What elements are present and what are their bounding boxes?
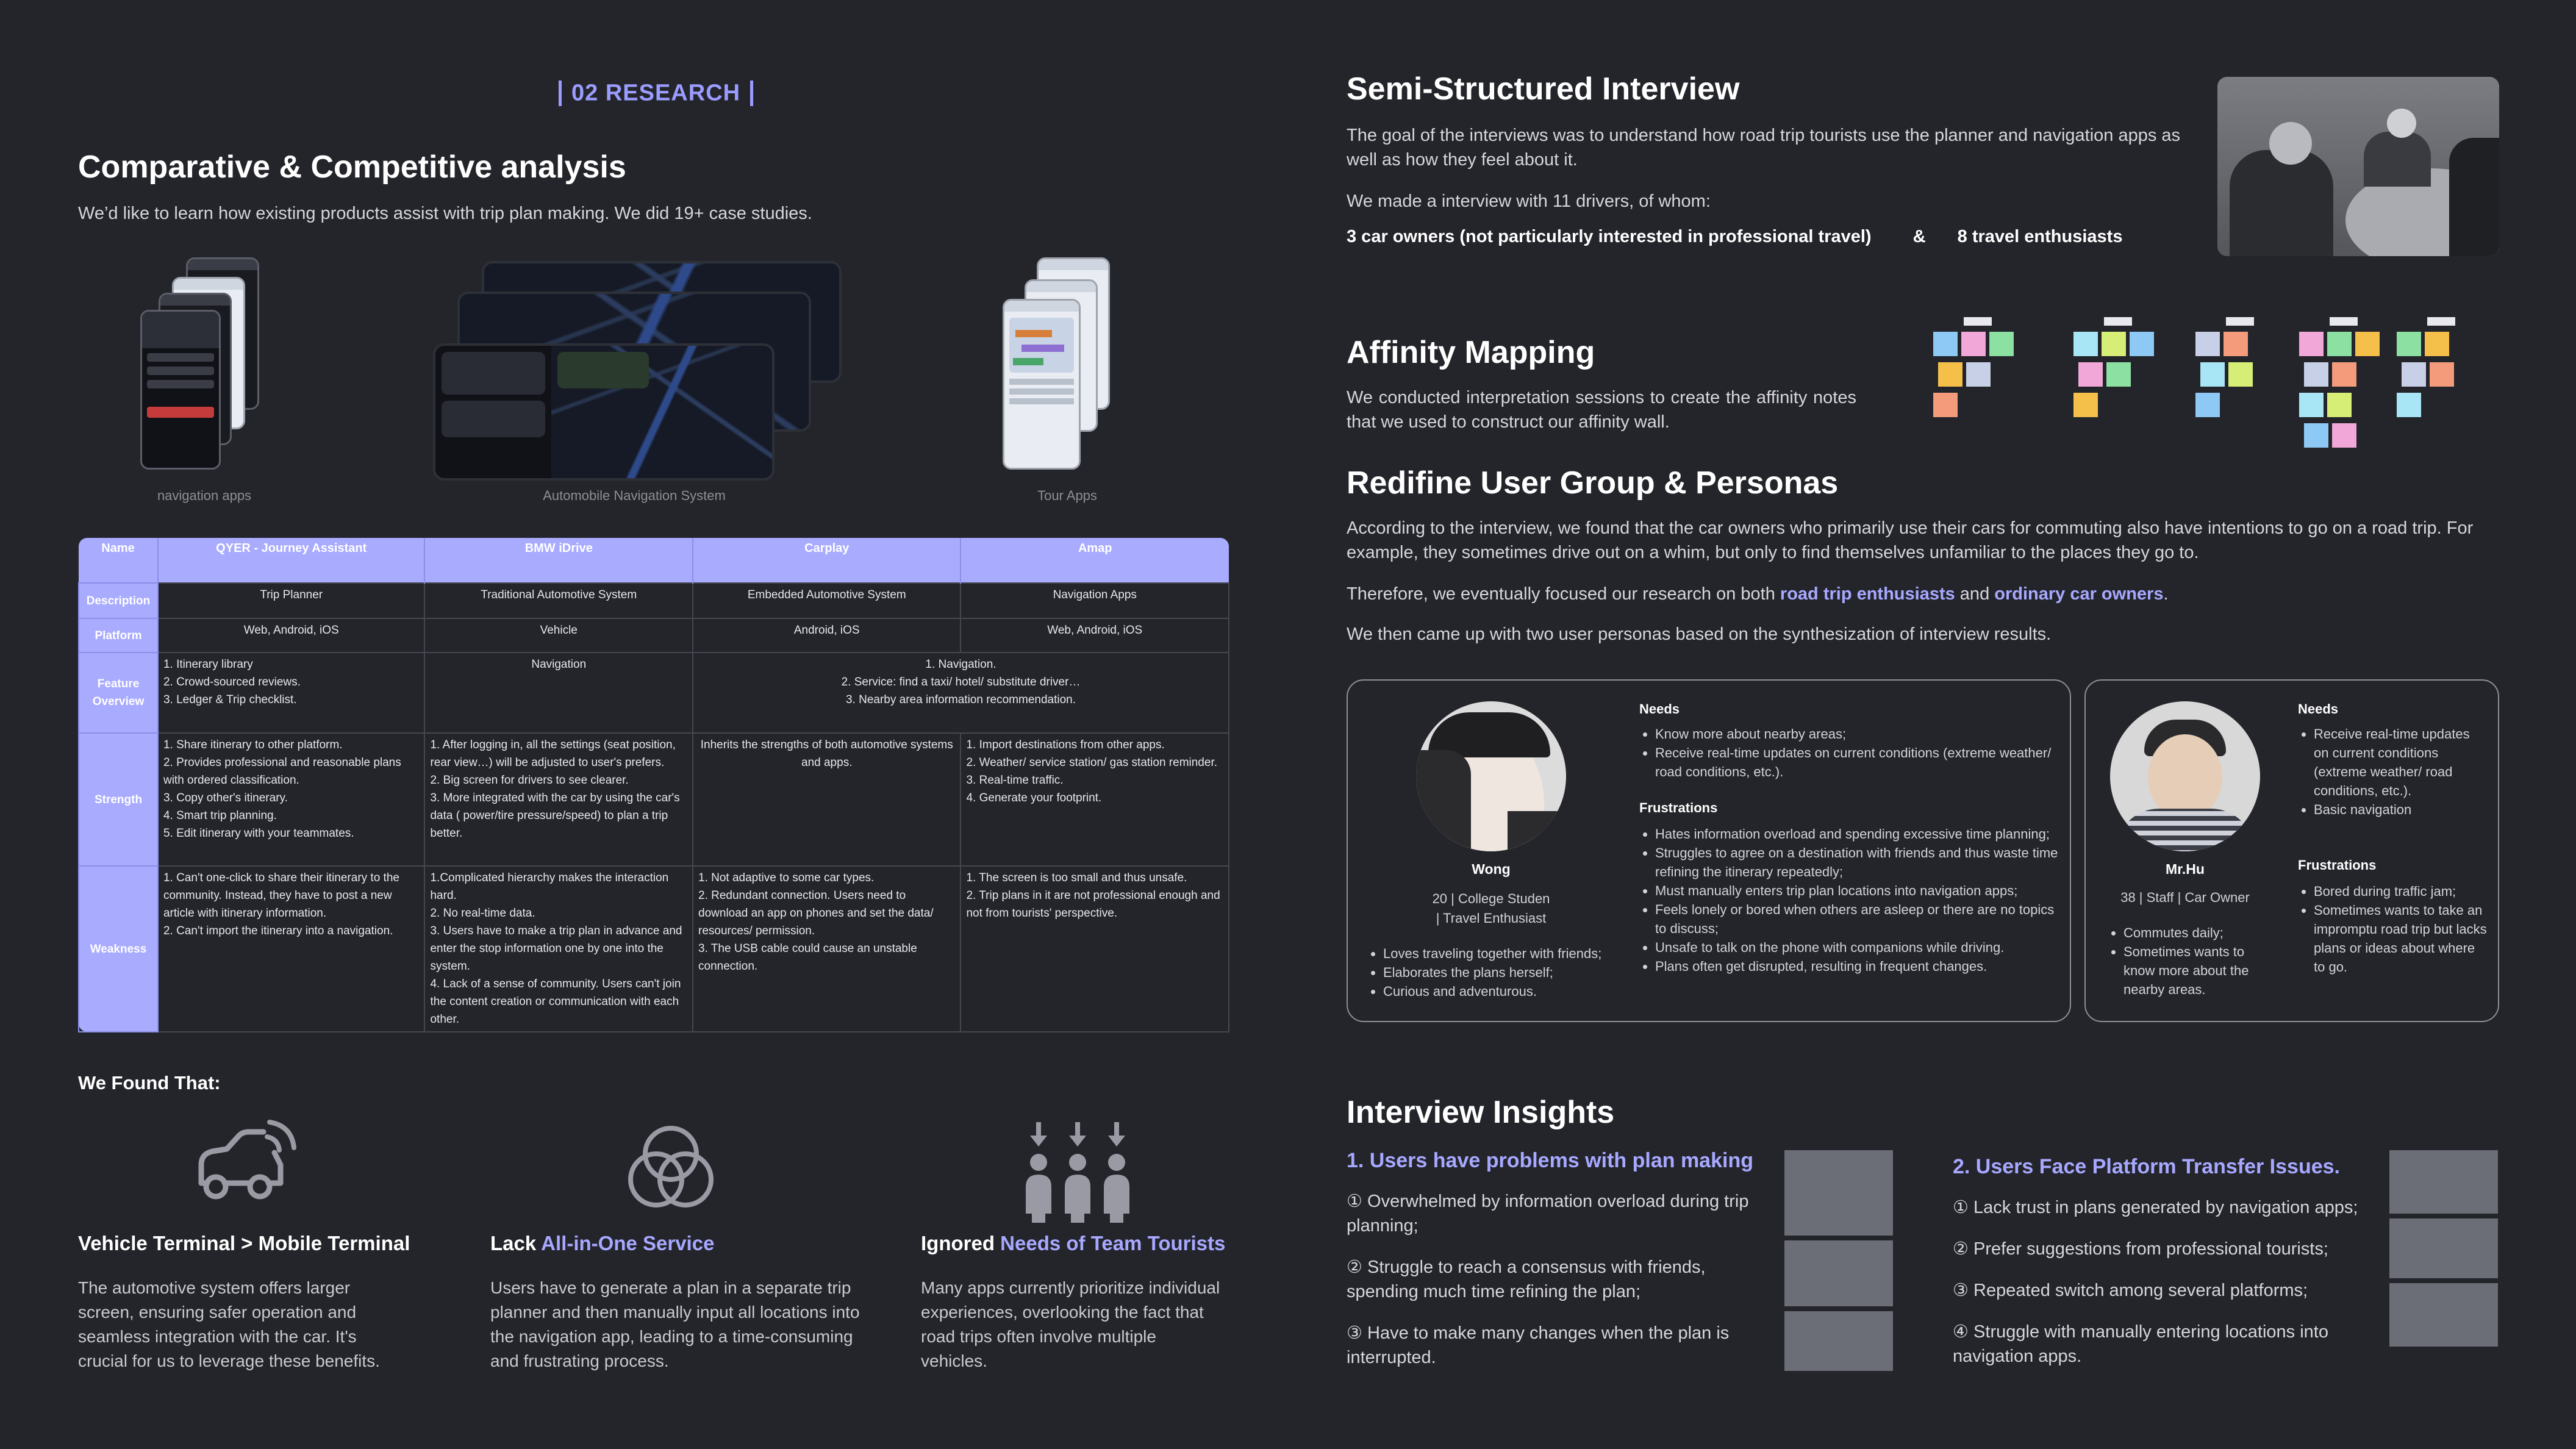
needs-heading: Needs (2298, 701, 2339, 717)
affinity-group-header (2104, 317, 2132, 326)
list-item: • Feels lonely or bored when others are asleep or there are no topics to discuss; (1655, 900, 2060, 938)
table-row (79, 583, 1229, 618)
table-row (79, 733, 1229, 866)
finding-title-plain: Vehicle Terminal > Mobile Terminal (78, 1232, 410, 1254)
navigation-apps-mockup (134, 255, 274, 474)
table-row (79, 618, 1229, 653)
sticky-note (2106, 362, 2131, 387)
table-cell: 1. Itinerary library 2. Crowd-sourced reviews. 3. Ledger & Trip checklist. (158, 653, 425, 733)
finding-title-plain: Lack (490, 1232, 542, 1254)
table-cell: 1. The screen is too small and thus unsafe. 2. Trip plans in it are not professional enough and not from tourists' perspective. (961, 866, 1229, 1032)
sticky-note (2304, 423, 2328, 448)
row-label: Weakness (79, 866, 158, 1032)
finding-title-1 (78, 1232, 410, 1255)
frustrations-heading: Frustrations (2298, 857, 2377, 873)
sticky-note (2327, 393, 2352, 417)
sticky-note (2327, 332, 2352, 356)
table-cell: 1. Navigation. 2. Service: find a taxi/ hotel/ substitute driver… 3. Nearby area information recommendation. (693, 653, 1229, 733)
list-item: • Elaborates the plans herself; (1383, 963, 1630, 982)
frustrations-heading: Frustrations (1639, 800, 1718, 815)
persona-meta-1: 38 | Staff | Car Owner (2120, 890, 2250, 905)
finding-body-1: The automotive system offers larger screen, ensuring safer operation and seamless integration with the car. It's crucial for us to leverage these benefits. (78, 1278, 380, 1370)
header-name: Name (79, 538, 158, 583)
needs-list (2298, 724, 2487, 819)
tag-bar-right (750, 80, 753, 106)
needs-heading: Needs (1639, 701, 1680, 717)
table-cell: Web, Android, iOS (961, 618, 1229, 653)
sticky-note (2397, 393, 2421, 417)
table-row (79, 866, 1229, 1032)
list-item: ① Lack trust in plans generated by navigation apps; (1953, 1198, 2358, 1217)
participants-amp: & (1912, 227, 1926, 246)
interview-p1: The goal of the interviews was to understand how road trip tourists use the planner and navigation apps as well as how they feel about it. (1347, 126, 2181, 170)
persona-meta-1: 20 | College Studen (1432, 891, 1550, 906)
persona-name: Wong (1472, 861, 1511, 877)
table-cell: 1. Share itinerary to other platform. 2. Provides professional and reasonable plans with ordered classification. 3. Copy other's itinerary. 4. Smart trip planning. 5. Edit itinerary with your teammates. (158, 733, 425, 866)
caption-tour-apps: Tour Apps (1037, 488, 1097, 503)
persona-card-hu (2084, 679, 2499, 1022)
table-row (79, 653, 1229, 733)
sticky-note (2430, 362, 2454, 387)
finding-title-accent: All-in-One Service (541, 1232, 715, 1254)
finding-body-2: Users have to generate a plan in a separate trip planner and then manually input all locations into the navigation app, leading to a time-consuming and frustrating process. (490, 1278, 860, 1370)
p2-end: . (2163, 584, 2169, 604)
sticky-note (2130, 332, 2154, 356)
list-item: • Plans often get disrupted, resulting in frequent changes. (1655, 957, 2060, 976)
sticky-note (2402, 362, 2426, 387)
interview-participants (1347, 227, 2122, 247)
table-header-row (79, 538, 1229, 583)
overlapping-circles-icon (621, 1122, 721, 1214)
caption-car-navigation: Automobile Navigation System (543, 488, 726, 503)
list-item: • Sometimes wants to know more about the nearby areas. (2123, 942, 2272, 999)
quote-notes-2 (2389, 1150, 2499, 1358)
quote-notes-1 (1784, 1150, 1894, 1370)
persona-name: Mr.Hu (2166, 861, 2205, 877)
interview-photo (2217, 77, 2499, 256)
sticky-note (2397, 332, 2421, 356)
sticky-note (2073, 393, 2098, 417)
row-label: Strength (79, 733, 158, 866)
list-item: • Unsafe to talk on the phone with companions while driving. (1655, 938, 2060, 957)
needs-list (1639, 724, 2060, 781)
sticky-note (2200, 362, 2225, 387)
list-item: ③ Have to make many changes when the plan is interrupted. (1347, 1323, 1730, 1367)
finding-title-2 (490, 1232, 714, 1255)
insight-group-1-list (1347, 1189, 1773, 1370)
sticky-note (2224, 332, 2248, 356)
finding-title-accent: Needs of Team Tourists (1000, 1232, 1226, 1254)
insights-title: Interview Insights (1347, 1095, 1615, 1130)
table-cell: Inherits the strengths of both automotive systems and apps. (693, 733, 961, 866)
sticky-note (1933, 393, 1958, 417)
finding-title-plain: Ignored (921, 1232, 1001, 1254)
personas-p1: According to the interview, we found that the car owners who primarily use their cars for commuting also have intentions to go on a road trip. For example, they sometimes drive out on a whim, but only to find themselves unfamiliar to the places they go to. (1347, 518, 2474, 562)
sticky-note (2332, 362, 2356, 387)
car-navigation-mockup (427, 255, 842, 481)
sticky-note (2102, 332, 2126, 356)
header-carplay: Carplay (693, 538, 961, 583)
personas-title: Redifine User Group & Personas (1347, 465, 1839, 501)
table-cell: Trip Planner (158, 583, 425, 618)
sticky-note (1933, 332, 1958, 356)
list-item: • Commutes daily; (2123, 923, 2272, 942)
group-people-icon (1020, 1122, 1136, 1223)
interview-title: Semi-Structured Interview (1347, 71, 1740, 107)
comparative-title: Comparative & Competitive analysis (78, 149, 626, 185)
list-item: • Must manually enters trip plan locations into navigation apps; (1655, 881, 2060, 900)
sticky-note (2195, 332, 2220, 356)
sticky-note (2299, 332, 2324, 356)
list-item: • Struggles to agree on a destination with friends and thus waste time refining the itinerary repeatedly; (1655, 843, 2060, 881)
insight-group-2-list (1953, 1195, 2380, 1368)
caption-navigation-apps: navigation apps (157, 488, 252, 503)
sticky-note (2195, 393, 2220, 417)
participants-owners: 3 car owners (not particularly interested in professional travel) (1347, 227, 1872, 246)
list-item: ③ Repeated switch among several platforms; (1953, 1281, 2308, 1300)
sticky-note (1989, 332, 2014, 356)
sticky-note (2299, 393, 2324, 417)
list-item: • Know more about nearby areas; (1655, 724, 2060, 743)
p2-accent-1: road trip enthusiasts (1780, 584, 1955, 604)
sticky-note (1938, 362, 1962, 387)
list-item: • Curious and adventurous. (1383, 982, 1630, 1001)
list-item: ② Struggle to reach a consensus with friends, spending much time refining the plan; (1347, 1258, 1706, 1301)
table-cell: Navigation Apps (961, 583, 1229, 618)
list-item: • Receive real-time updates on current conditions (extreme weather/ road conditions, etc.). (2314, 724, 2487, 800)
table-cell: Embedded Automotive System (693, 583, 961, 618)
list-item: • Loves traveling together with friends; (1383, 944, 1630, 963)
table-cell: 1. Not adaptive to some car types. 2. Redundant connection. Users need to download an app on phones and set the data/ resources/ permission. 3. The USB cable could cause an unstable connection. (693, 866, 961, 1032)
sticky-note (2332, 423, 2356, 448)
persona-meta-2: | Travel Enthusiast (1436, 911, 1547, 926)
comparative-intro: We’d like to learn how existing products assist with trip plan making. We did 19+ case studies. (78, 204, 812, 223)
persona-traits (1367, 944, 1630, 1001)
affinity-group-header (2226, 317, 2254, 326)
table-cell: Traditional Automotive System (424, 583, 693, 618)
sticky-note (1966, 362, 1991, 387)
row-label: Platform (79, 618, 158, 653)
frustrations-list (2298, 882, 2487, 976)
sticky-note (2304, 362, 2328, 387)
affinity-title: Affinity Mapping (1347, 335, 1595, 370)
header-qyer: QYER - Journey Assistant (158, 538, 425, 583)
list-item: ④ Struggle with manually entering locations into navigation apps. (1953, 1322, 2328, 1366)
avatar (2110, 701, 2260, 851)
row-label: Feature Overview (79, 653, 158, 733)
avatar (1416, 701, 1566, 851)
table-cell: 1.Complicated hierarchy makes the interaction hard. 2. No real-time data. 3. Users have to make a trip plan in advance and enter the stop information one by one into the system. 4. Lack of a sense of community. Users can't join the content creation or communication with each other. (424, 866, 693, 1032)
list-item: • Basic navigation (2314, 800, 2487, 819)
p2-accent-2: ordinary car owners (1994, 584, 2164, 604)
list-item: • Hates information overload and spending excessive time planning; (1655, 825, 2060, 843)
header-amap: Amap (961, 538, 1229, 583)
table-cell: Android, iOS (693, 618, 961, 653)
list-item: • Receive real-time updates on current conditions (extreme weather/ road conditions, etc.). (1655, 743, 2060, 781)
persona-traits (2108, 923, 2272, 999)
table-cell: 1. Can't one-click to share their itinerary to the community. Instead, they have to post a new article with itinerary information. 2. Can't import the itinerary into a navigation. (158, 866, 425, 1032)
p2-pre: Therefore, we eventually focused our research on both (1347, 584, 1780, 604)
table-cell: Vehicle (424, 618, 693, 653)
sticky-note (2228, 362, 2253, 387)
tag-bar-left (559, 80, 562, 106)
list-item: ② Prefer suggestions from professional tourists; (1953, 1239, 2328, 1259)
header-bmw: BMW iDrive (424, 538, 693, 583)
finding-title-3 (921, 1232, 1225, 1255)
interview-p2: We made a interview with 11 drivers, of whom: (1347, 191, 1711, 211)
personas-p3: We then came up with two user personas based on the synthesization of interview results. (1347, 624, 2052, 644)
affinity-group-header (2330, 317, 2358, 326)
persona-card-wong (1347, 679, 2071, 1022)
insight-group-2-title: 2. Users Face Platform Transfer Issues. (1953, 1155, 2340, 1178)
p2-mid: and (1955, 584, 1995, 604)
table-cell: 1. After logging in, all the settings (seat position, rear view…) will be adjusted to user's prefers. 2. Big screen for drivers to see clearer. 3. More integrated with the car by using the car's data ( power/tire pressure/speed) to plan a trip better. (424, 733, 693, 866)
table-cell: Web, Android, iOS (158, 618, 425, 653)
affinity-body: We conducted interpretation sessions to create the affinity notes that we used to construct our affinity wall. (1347, 388, 1856, 432)
affinity-group-header (1964, 317, 1992, 326)
found-title: We Found That: (78, 1072, 221, 1093)
insight-group-1-title: 1. Users have problems with plan making (1347, 1149, 1753, 1172)
connected-car-icon (183, 1116, 299, 1214)
section-tag (559, 79, 753, 106)
table-cell: 1. Import destinations from other apps. 2. Weather/ service station/ gas station reminder. 3. Real-time traffic. 4. Generate your footprint. (961, 733, 1229, 866)
list-item: ① Overwhelmed by information overload during trip planning; (1347, 1192, 1749, 1236)
table-cell: Navigation (424, 653, 693, 733)
sticky-note (2073, 332, 2098, 356)
tag-label: 02 RESEARCH (571, 80, 741, 106)
affinity-group-header (2427, 317, 2455, 326)
frustrations-list (1639, 825, 2060, 976)
personas-p2 (1347, 582, 2169, 606)
list-item: • Sometimes wants to take an impromptu road trip but lacks plans or ideas about where to go. (2314, 901, 2487, 976)
sticky-note (2425, 332, 2449, 356)
finding-body-3: Many apps currently prioritize individual experiences, overlooking the fact that road trips often involve multiple vehicles. (921, 1278, 1220, 1370)
sticky-note (2078, 362, 2103, 387)
comparison-table (78, 538, 1229, 1032)
tour-apps-mockup (994, 255, 1134, 481)
sticky-note (2355, 332, 2380, 356)
row-label: Description (79, 583, 158, 618)
affinity-wall (1921, 313, 2506, 490)
list-item: • Bored during traffic jam; (2314, 882, 2487, 901)
participants-enthusiasts: 8 travel enthusiasts (1957, 227, 2123, 246)
sticky-note (1961, 332, 1986, 356)
